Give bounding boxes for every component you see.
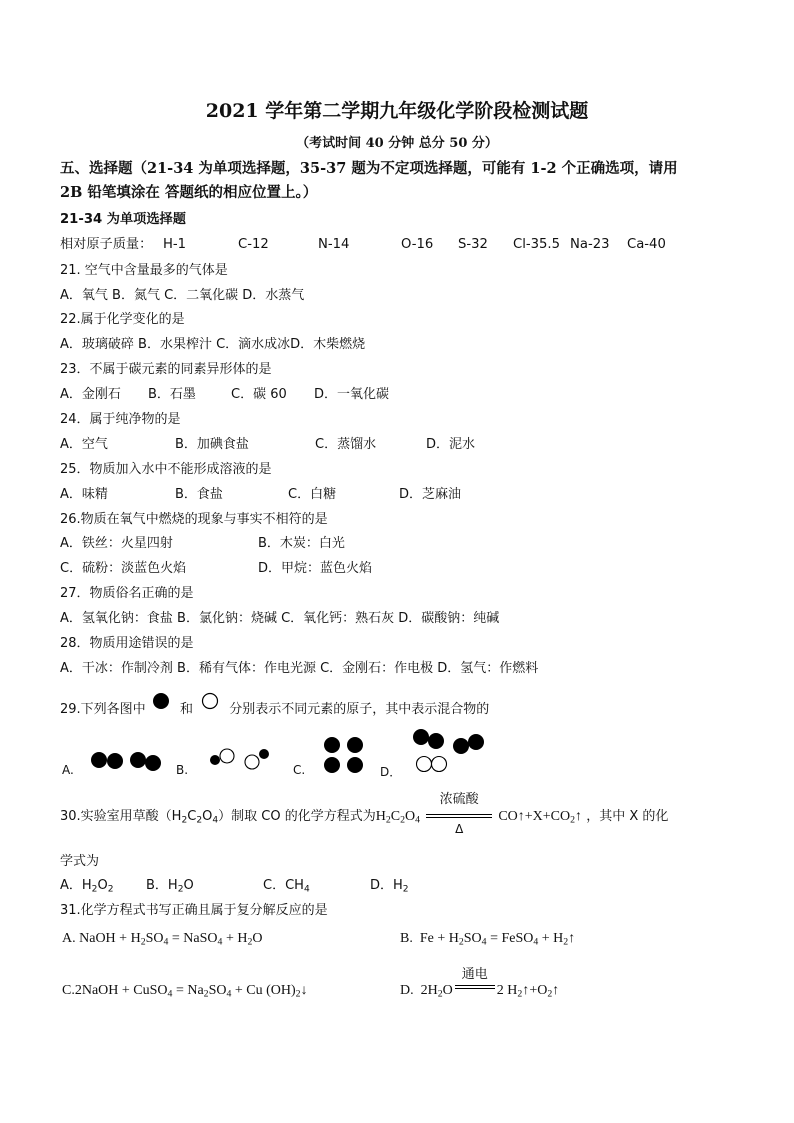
q31-option-d: D. $2H_2O$ 通电 2 $H_2↑+O_2↑$ <box>400 983 559 999</box>
q28-stem: 28．物质用途错误的是 <box>60 636 194 651</box>
q30-reaction-condition <box>424 791 494 836</box>
exam-info: （考试时间 40 分钟 总分 50 分） <box>296 136 498 151</box>
q25-stem: 25．物质加入水中不能形成溶液的是 <box>60 462 272 477</box>
option-a: A．铁丝：火星四射 <box>60 536 173 551</box>
option-b-label: B. <box>400 931 413 946</box>
atomic-masses <box>60 233 666 252</box>
section-header-line2: 2B 铅笔填涂在 答题纸的相应位置上。） <box>60 184 318 201</box>
option-d: D．芝麻油 <box>399 487 462 502</box>
q31-option-b: B. $Fe + H_2SO_4$ = FeSO$_4$ + $H_2↑$ <box>400 931 576 948</box>
q29-stem-and: 和 <box>179 702 193 717</box>
option-b: B．H <box>146 878 178 893</box>
option-b: B．石墨 <box>148 387 196 402</box>
q29-label-b: B. <box>176 763 189 777</box>
option-c-label: C. <box>62 983 75 998</box>
atomic-mass-item: H-1 <box>163 237 187 252</box>
q29-stem-suffix: 分别表示不同元素的原子，其中表示混合物的 <box>229 702 490 717</box>
q25-options <box>60 483 461 502</box>
option-b: B．食盐 <box>175 487 223 502</box>
q29-molecule-diagrams <box>85 725 505 780</box>
q26-stem: 26.物质在氧气中燃烧的现象与事实不相符的是 <box>60 512 328 527</box>
q27-stem: 27．物质俗名正确的是 <box>60 586 194 601</box>
page-title: 2021 学年第二学期九年级化学阶段检测试题 <box>205 100 589 122</box>
q29-diagram-b <box>210 749 269 769</box>
option-c: C．蒸馏水 <box>315 437 377 452</box>
q23-options <box>60 383 389 402</box>
option-d: D．甲烷：蓝色火焰 <box>258 561 373 576</box>
atomic-mass-item: Na-23 <box>570 237 610 252</box>
atomic-mass-item: O-16 <box>401 237 434 252</box>
q29-diagram-a <box>91 752 161 771</box>
q23-stem: 23．不属于碳元素的同素异形体的是 <box>60 362 272 377</box>
section-header-line1: 五、选择题（21-34 为单项选择题，35-37 题为不定项选择题，可能有 1-2 个正确选项，请用 <box>60 160 678 177</box>
option-c: C．CH <box>263 878 304 893</box>
q31-option-c: C.2NaOH + CuSO$_4$ = $Na_2SO_4 + Cu$ $(OH)_2↓$ <box>62 983 308 1000</box>
option-d: D．泥水 <box>426 437 476 452</box>
q29-diagram-c <box>324 737 363 773</box>
q29-diagram-d <box>413 729 484 772</box>
q29-label-d: D． <box>380 765 402 779</box>
q30-reactant: $H_2C_2O_4$ <box>375 809 421 826</box>
q21-stem: 21. 空气中含量最多的气体是 <box>60 263 228 278</box>
q30-options: A．$H_2O_2$ B．$H_2O$ C．$CH_4$ D．$H_2$ <box>60 878 409 895</box>
q26-options-row2 <box>60 557 372 576</box>
q27-options: A．氢氧化钠：食盐 B．氯化钠：烧碱 C．氧化钙：熟石灰 D．碳酸钠：纯碱 <box>60 611 500 626</box>
q31-option-a: A. NaOH + $H_2SO_4$ = NaSO$_4$ + $H_2O$ <box>62 931 263 948</box>
option-b: B．加碘食盐 <box>175 437 249 452</box>
q31-d-condition-text: 通电 <box>461 966 488 982</box>
q30-stem-mid: ）制取 CO 的化学方程式为 <box>218 809 376 824</box>
option-a: A．味精 <box>60 487 108 502</box>
option-a: A．空气 <box>60 437 108 452</box>
atomic-mass-item: Cl-35.5 <box>513 237 560 252</box>
q31-d-condition <box>453 966 497 998</box>
subsection-label: 21-34 为单项选择题 <box>60 212 186 227</box>
q29-label-a: A. <box>62 763 74 777</box>
q30-stem: 30.实验室用草酸$(H_2C_2O_4)$制取 CO 的化学方程式为$H_2C_2O_4$ 浓硫酸 Δ $CO↑+X+CO_2↑$ ，其中 X 的化 <box>60 805 668 825</box>
option-a: A．H <box>60 878 92 893</box>
q30-products: $CO↑+X+CO_2↑$ <box>498 809 583 826</box>
atomic-mass-label: 相对原子质量： <box>60 237 153 252</box>
q30-stem-prefix: 30.实验室用草酸（H <box>60 809 182 824</box>
filled-atom-icon <box>152 692 174 714</box>
option-a-label: A. <box>62 931 76 946</box>
q30-stem-line2: 学式为 <box>60 854 100 869</box>
atomic-mass-item: S-32 <box>458 237 488 252</box>
option-d: D．一氧化碳 <box>314 387 390 402</box>
q30-condition-bottom: Δ <box>455 821 464 836</box>
atomic-mass-item: C-12 <box>238 237 269 252</box>
option-d: D．H <box>370 878 403 893</box>
atomic-mass-item: Ca-40 <box>627 237 666 252</box>
q31-stem: 31.化学方程式书写正确且属于复分解反应的是 <box>60 903 328 918</box>
hollow-atom-icon <box>201 692 223 714</box>
q30-condition-top: 浓硫酸 <box>439 791 479 807</box>
atomic-mass-item: N-14 <box>318 237 350 252</box>
option-d-label: D. <box>400 983 414 998</box>
q26-options-row1 <box>60 532 345 551</box>
option-c: C．碳 60 <box>231 387 287 402</box>
option-a: A．金刚石 <box>60 387 121 402</box>
q22-options: A．玻璃破碎 B．水果榨汁 C．滴水成冰D．木柴燃烧 <box>60 337 366 352</box>
q24-stem: 24．属于纯净物的是 <box>60 412 181 427</box>
q24-options <box>60 433 475 452</box>
q29-label-c: C. <box>293 763 306 777</box>
q30-stem-suffix: ，其中 X 的化 <box>586 809 669 824</box>
q21-options: A．氧气 B．氮气 C．二氧化碳 D．水蒸气 <box>60 288 305 303</box>
option-b: B．木炭：白光 <box>258 536 345 551</box>
q28-options: A．干冰：作制冷剂 B．稀有气体：作电光源 C．金刚石：作电极 D．氢气：作燃料 <box>60 661 539 676</box>
q29-stem <box>60 698 489 718</box>
option-c: C．硫粉：淡蓝色火焰 <box>60 561 187 576</box>
q29-stem-prefix: 29.下列各图中 <box>60 702 146 717</box>
q22-stem: 22.属于化学变化的是 <box>60 312 185 327</box>
option-c: C．白糖 <box>288 487 337 502</box>
